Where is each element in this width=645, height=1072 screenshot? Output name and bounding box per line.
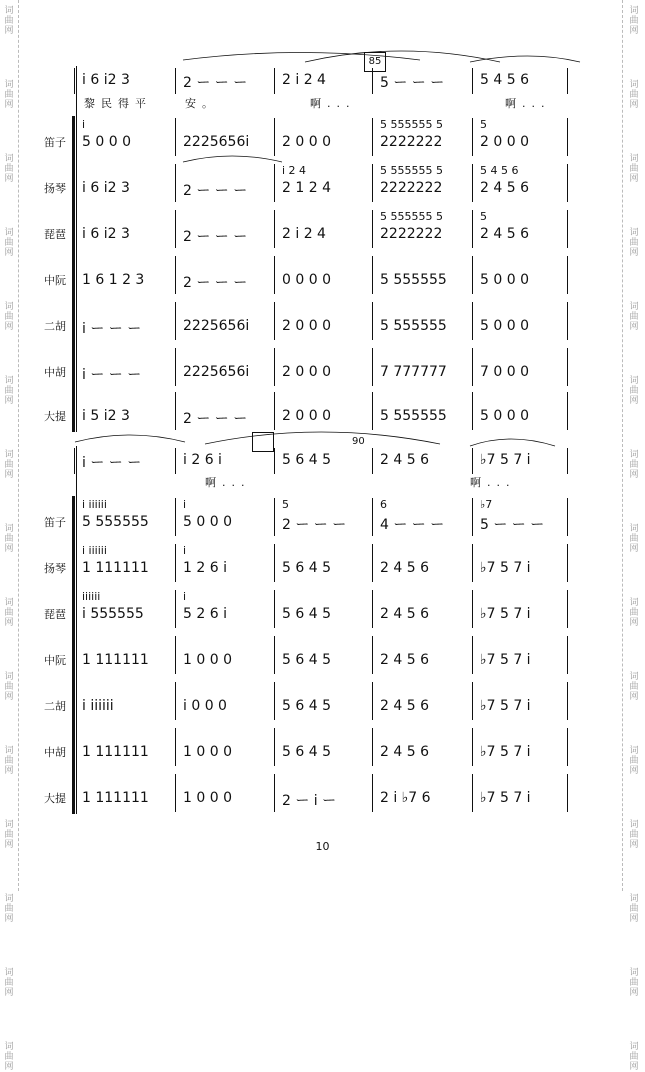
instrument-bar: 0 0 0 0 — [282, 272, 331, 288]
instrument-bar: 2 ー ー ー — [282, 517, 347, 533]
upper-voice-notes: 5 555555 5 — [380, 164, 443, 177]
instrument-bar: i ー ー ー — [82, 367, 142, 383]
vocal-bar: ♭7 5 7 i — [480, 452, 531, 468]
barline — [567, 590, 568, 628]
watermark-text: 词曲网 — [629, 746, 639, 776]
vocal-bar: 2 i 2 4 — [282, 72, 326, 88]
barline — [372, 348, 373, 386]
watermark-text: 词曲网 — [4, 968, 14, 998]
barline — [472, 210, 473, 248]
watermark-text: 词曲网 — [4, 672, 14, 702]
barline — [274, 256, 275, 294]
left-watermark-column — [0, 0, 19, 1072]
instrument-label: 扬琴 — [44, 182, 66, 195]
instrument-label: 笛子 — [44, 136, 66, 149]
barline — [274, 392, 275, 430]
barline — [274, 498, 275, 536]
instrument-bar: 2 4 5 6 — [380, 698, 429, 714]
slur — [305, 51, 500, 62]
lyric-text: 啊... — [205, 476, 251, 489]
instrument-label: 中阮 — [44, 274, 66, 287]
barline — [274, 164, 275, 202]
instrument-bar: 2 0 0 0 — [282, 364, 331, 380]
instrument-bar: 2222222 — [380, 180, 443, 196]
instrument-bar: 5 555555 — [380, 272, 447, 288]
instrument-bar: 1 0 0 0 — [183, 790, 232, 806]
instrument-bar: 2 0 0 0 — [480, 134, 529, 150]
barline — [274, 210, 275, 248]
vocal-bar: 2 ー ー ー — [183, 75, 248, 91]
instrument-bar: 1 111111 — [82, 790, 149, 806]
watermark-text: 词曲网 — [4, 746, 14, 776]
barline — [175, 348, 176, 386]
slur — [183, 156, 282, 162]
barline — [372, 164, 373, 202]
watermark-text: 词曲网 — [4, 894, 14, 924]
barline — [472, 302, 473, 340]
instrument-bar: 2 1 2 4 — [282, 180, 331, 196]
watermark-text: 词曲网 — [629, 376, 639, 406]
instrument-bar: ♭7 5 7 i — [480, 560, 531, 576]
slur — [470, 439, 555, 446]
right-watermark-column — [622, 0, 645, 1072]
watermark-text: 词曲网 — [629, 820, 639, 850]
instrument-bar: ♭7 5 7 i — [480, 606, 531, 622]
upper-voice-notes: i iiiiii — [82, 498, 107, 511]
system-brace — [72, 116, 75, 432]
barline — [175, 448, 176, 474]
barline — [175, 544, 176, 582]
watermark-text: 词曲网 — [4, 524, 14, 554]
instrument-label: 大提 — [44, 792, 66, 805]
rehearsal-mark: 85 — [364, 52, 386, 72]
instrument-bar: 2 4 5 6 — [380, 560, 429, 576]
barline — [372, 774, 373, 812]
barline — [567, 348, 568, 386]
barline — [567, 68, 568, 94]
barline — [472, 636, 473, 674]
barline — [567, 498, 568, 536]
instrument-bar: 1 2 6 i — [183, 560, 227, 576]
barline — [372, 256, 373, 294]
barline — [567, 256, 568, 294]
instrument-bar: 7 0 0 0 — [480, 364, 529, 380]
instrument-bar: 5 555555 — [380, 318, 447, 334]
instrument-bar: 5 0 0 0 — [82, 134, 131, 150]
instrument-bar: 2222222 — [380, 134, 443, 150]
instrument-bar: 5 0 0 0 — [480, 408, 529, 424]
instrument-bar: 5 6 4 5 — [282, 560, 331, 576]
watermark-text: 词曲网 — [4, 80, 14, 110]
instrument-bar: ♭7 5 7 i — [480, 790, 531, 806]
vocal-bar: 5 4 5 6 — [480, 72, 529, 88]
barline — [472, 118, 473, 156]
watermark-text: 词曲网 — [629, 598, 639, 628]
upper-voice-notes: i — [183, 498, 187, 511]
barline — [567, 728, 568, 766]
vocal-bar: 5 ー ー ー — [380, 75, 445, 91]
watermark-text: 词曲网 — [4, 154, 14, 184]
barline — [74, 448, 75, 474]
upper-voice-notes: i 2 4 — [282, 164, 307, 177]
system-start-line — [76, 66, 77, 432]
instrument-bar: 5 0 0 0 — [480, 272, 529, 288]
instrument-bar: 2 ー ー ー — [183, 183, 248, 199]
barline — [472, 68, 473, 94]
instrument-bar: 2 i 2 4 — [282, 226, 326, 242]
barline — [472, 256, 473, 294]
upper-voice-notes: i — [183, 590, 187, 603]
barline — [274, 728, 275, 766]
barline — [472, 448, 473, 474]
barline — [372, 392, 373, 430]
barline — [567, 164, 568, 202]
barline — [274, 590, 275, 628]
watermark-text: 词曲网 — [4, 820, 14, 850]
watermark-text: 词曲网 — [629, 154, 639, 184]
barline — [472, 348, 473, 386]
barline — [472, 682, 473, 720]
barline — [372, 682, 373, 720]
instrument-bar: 2 4 5 6 — [380, 606, 429, 622]
barline — [274, 682, 275, 720]
watermark-text: 词曲网 — [4, 450, 14, 480]
instrument-label: 中胡 — [44, 366, 66, 379]
barline — [567, 392, 568, 430]
watermark-text: 词曲网 — [629, 228, 639, 258]
instrument-bar: i 5 i2 3 — [82, 408, 130, 424]
instrument-bar: 2 0 0 0 — [282, 134, 331, 150]
barline — [472, 498, 473, 536]
watermark-text: 词曲网 — [629, 894, 639, 924]
barline — [175, 164, 176, 202]
upper-voice-notes: ♭7 — [480, 498, 493, 511]
vocal-bar: i 6 i2 3 — [82, 72, 130, 88]
vocal-bar: 2 4 5 6 — [380, 452, 429, 468]
barline — [274, 774, 275, 812]
barline — [274, 448, 275, 474]
barline — [472, 774, 473, 812]
instrument-bar: 1 111111 — [82, 560, 149, 576]
watermark-text: 词曲网 — [629, 672, 639, 702]
lyric-text: 啊... — [470, 476, 516, 489]
page-number: 10 — [315, 840, 330, 853]
measure-number: 90 — [352, 436, 365, 447]
barline — [274, 302, 275, 340]
barline — [274, 348, 275, 386]
watermark-text: 词曲网 — [629, 1042, 639, 1072]
watermark-text: 词曲网 — [4, 598, 14, 628]
instrument-label: 中阮 — [44, 654, 66, 667]
instrument-bar: 5 6 4 5 — [282, 744, 331, 760]
instrument-bar: 2 ー i ー — [282, 793, 337, 809]
lyric-text: 啊... — [505, 97, 551, 110]
barline — [472, 544, 473, 582]
instrument-bar: 5 0 0 0 — [480, 318, 529, 334]
slur — [75, 435, 185, 442]
instrument-bar: 5 6 4 5 — [282, 606, 331, 622]
barline — [567, 636, 568, 674]
instrument-bar: 2222222 — [380, 226, 443, 242]
watermark-text: 词曲网 — [629, 524, 639, 554]
slur — [470, 56, 580, 62]
upper-voice-notes: 5 — [480, 210, 487, 223]
instrument-bar: 2 4 5 6 — [480, 226, 529, 242]
barline — [175, 118, 176, 156]
instrument-label: 笛子 — [44, 516, 66, 529]
barline — [567, 118, 568, 156]
upper-voice-notes: i iiiiii — [82, 544, 107, 557]
instrument-bar: ♭7 5 7 i — [480, 652, 531, 668]
barline — [175, 498, 176, 536]
instrument-bar: 2225656i — [183, 364, 250, 380]
instrument-bar: 2 ー ー ー — [183, 275, 248, 291]
barline — [372, 448, 373, 474]
barline — [175, 392, 176, 430]
system-brace — [72, 496, 75, 814]
instrument-bar: 2 4 5 6 — [380, 744, 429, 760]
instrument-label: 二胡 — [44, 700, 66, 713]
barline — [175, 774, 176, 812]
upper-voice-notes: 5 — [282, 498, 289, 511]
watermark-text: 词曲网 — [629, 6, 639, 36]
upper-voice-notes: i — [183, 544, 187, 557]
lyric-text: 黎民得平 — [84, 97, 152, 110]
instrument-bar: 1 111111 — [82, 744, 149, 760]
instrument-bar: 7 777777 — [380, 364, 447, 380]
barline — [274, 544, 275, 582]
instrument-label: 琵琶 — [44, 608, 66, 621]
barline — [372, 636, 373, 674]
barline — [175, 682, 176, 720]
lyric-text: 安。 — [185, 97, 219, 110]
instrument-bar: 2 0 0 0 — [282, 318, 331, 334]
watermark-text: 词曲网 — [629, 302, 639, 332]
barline — [175, 590, 176, 628]
watermark-text: 词曲网 — [4, 302, 14, 332]
instrument-bar: i iiiiii — [82, 698, 114, 714]
watermark-text: 词曲网 — [4, 228, 14, 258]
measure-box — [252, 432, 274, 452]
instrument-bar: 2 ー ー ー — [183, 229, 248, 245]
barline — [372, 498, 373, 536]
watermark-text: 词曲网 — [4, 1042, 14, 1072]
watermark-text: 词曲网 — [4, 376, 14, 406]
instrument-label: 扬琴 — [44, 562, 66, 575]
upper-voice-notes: 5 555555 5 — [380, 210, 443, 223]
barline — [372, 302, 373, 340]
instrument-bar: 1 6 1 2 3 — [82, 272, 145, 288]
barline — [274, 118, 275, 156]
barline — [372, 544, 373, 582]
upper-voice-notes: iiiiii — [82, 590, 101, 603]
barline — [567, 774, 568, 812]
instrument-bar: 2225656i — [183, 134, 250, 150]
instrument-label: 大提 — [44, 410, 66, 423]
watermark-text: 词曲网 — [629, 450, 639, 480]
instrument-bar: 2 i ♭7 6 — [380, 790, 431, 806]
barline — [567, 682, 568, 720]
barline — [175, 256, 176, 294]
instrument-bar: 2 4 5 6 — [380, 652, 429, 668]
barline — [372, 590, 373, 628]
upper-voice-notes: 5 4 5 6 — [480, 164, 519, 177]
barline — [175, 302, 176, 340]
instrument-bar: 1 0 0 0 — [183, 652, 232, 668]
instrument-bar: i 0 0 0 — [183, 698, 227, 714]
instrument-bar: 5 6 4 5 — [282, 698, 331, 714]
instrument-bar: i 555555 — [82, 606, 144, 622]
instrument-bar: 4 ー ー ー — [380, 517, 445, 533]
barline — [472, 164, 473, 202]
instrument-bar: 5 6 4 5 — [282, 652, 331, 668]
lyric-text: 啊... — [310, 97, 356, 110]
watermark-text: 词曲网 — [4, 6, 14, 36]
watermark-text: 词曲网 — [629, 968, 639, 998]
barline — [372, 118, 373, 156]
instrument-bar: 2 ー ー ー — [183, 411, 248, 427]
instrument-label: 中胡 — [44, 746, 66, 759]
instrument-bar: 1 111111 — [82, 652, 149, 668]
slur — [205, 432, 440, 444]
instrument-bar: i 6 i2 3 — [82, 180, 130, 196]
barline — [472, 728, 473, 766]
instrument-bar: 5 555555 — [82, 514, 149, 530]
instrument-bar: ♭7 5 7 i — [480, 744, 531, 760]
instrument-bar: 5 0 0 0 — [183, 514, 232, 530]
barline — [567, 302, 568, 340]
instrument-bar: 5 555555 — [380, 408, 447, 424]
instrument-bar: 2 4 5 6 — [480, 180, 529, 196]
instrument-bar: i 6 i2 3 — [82, 226, 130, 242]
vocal-bar: i 2 6 i — [183, 452, 222, 468]
barline — [372, 728, 373, 766]
upper-voice-notes: i — [82, 118, 86, 131]
instrument-bar: i ー ー ー — [82, 321, 142, 337]
barline — [175, 210, 176, 248]
upper-voice-notes: 5 — [480, 118, 487, 131]
instrument-bar: 5 ー ー ー — [480, 517, 545, 533]
barline — [74, 68, 75, 94]
barline — [372, 210, 373, 248]
barline — [175, 728, 176, 766]
vocal-bar: 5 6 4 5 — [282, 452, 331, 468]
watermark-text: 词曲网 — [629, 80, 639, 110]
barline — [274, 636, 275, 674]
upper-voice-notes: 6 — [380, 498, 387, 511]
instrument-bar: 5 2 6 i — [183, 606, 227, 622]
barline — [472, 392, 473, 430]
barline — [175, 636, 176, 674]
barline — [175, 68, 176, 94]
barline — [472, 590, 473, 628]
barline — [567, 544, 568, 582]
barline — [567, 210, 568, 248]
instrument-bar: 2225656i — [183, 318, 250, 334]
instrument-bar: ♭7 5 7 i — [480, 698, 531, 714]
vocal-bar: i ー ー ー — [82, 455, 142, 471]
barline — [274, 68, 275, 94]
system-start-line — [76, 446, 77, 814]
instrument-label: 二胡 — [44, 320, 66, 333]
barline — [567, 448, 568, 474]
instrument-bar: 2 0 0 0 — [282, 408, 331, 424]
upper-voice-notes: 5 555555 5 — [380, 118, 443, 131]
instrument-bar: 1 0 0 0 — [183, 744, 232, 760]
instrument-label: 琵琶 — [44, 228, 66, 241]
